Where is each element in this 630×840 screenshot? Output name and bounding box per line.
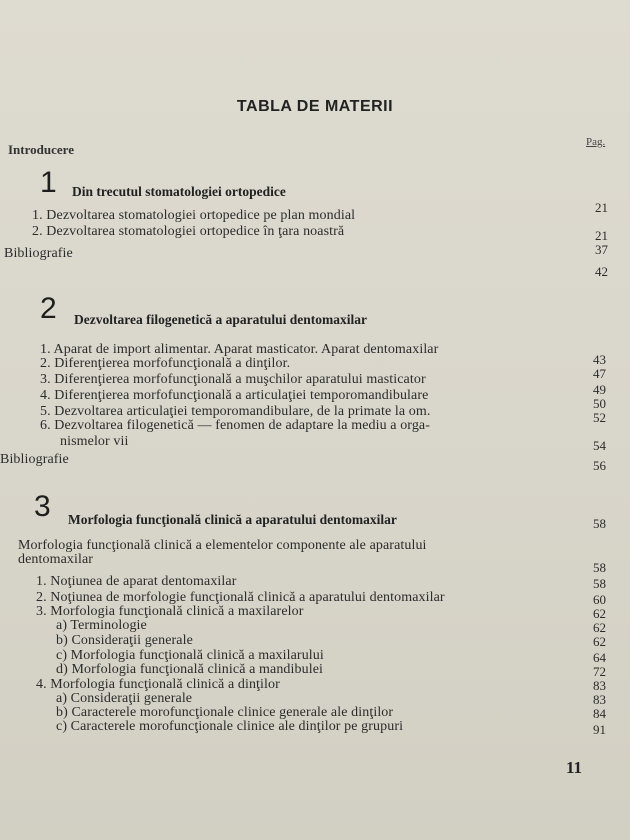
toc-entry-page: 83: [593, 692, 606, 707]
toc-entry-page: 60: [593, 592, 606, 607]
toc-subentry: b) Consideraţii generale: [56, 633, 193, 648]
toc-subentry: d) Morfologia funcţională clinică a mandibulei: [56, 662, 324, 677]
toc-entry: 5. Dezvoltarea articulaţiei temporomandibulare, de la primate la om.: [40, 404, 431, 419]
toc-entry-page: 84: [593, 706, 606, 721]
page-column-label: Pag.: [586, 136, 606, 148]
toc-section-continuation: dentomaxilar: [18, 552, 94, 567]
toc-entry-page: 47: [593, 366, 606, 381]
intro-label: Introducere: [8, 142, 74, 157]
toc-entry: 2. Noţiunea de morfologie funcţională clinică a aparatului dentomaxilar: [36, 590, 445, 605]
toc-subentry: b) Caracterele morofuncţionale clinice generale ale dinţilor: [56, 705, 394, 720]
toc-entry-page: 49: [593, 382, 606, 397]
toc-entry-page: 72: [593, 664, 606, 679]
toc-subentry: a) Terminologie: [56, 618, 147, 633]
page-title: TABLA DE MATERII: [236, 98, 394, 115]
toc-entry: 6. Dezvoltarea filogenetică — fenomen de adaptare la mediu a orga-: [40, 418, 430, 433]
toc-section-page: 58: [593, 560, 606, 575]
toc-entry-page: 50: [593, 396, 606, 411]
page-number: 11: [566, 758, 583, 777]
chapter-page: 21: [595, 200, 608, 215]
toc-entry: 3. Diferenţierea morfofuncţională a muşchilor aparatului masticator: [40, 372, 426, 387]
chapter-number: 2: [40, 292, 57, 325]
toc-entry-page: 58: [593, 576, 606, 591]
chapter-number: 3: [34, 490, 51, 523]
toc-entry: 2. Diferenţierea morfofuncţională a dinţilor.: [40, 356, 291, 371]
toc-entry: 3. Morfologia funcţională clinică a maxilarelor: [36, 604, 304, 619]
chapter-title: Din trecutul stomatologiei ortopedice: [72, 184, 286, 199]
toc-entry: 4. Morfologia funcţională clinică a dinţilor: [36, 677, 280, 692]
chapter-number: 1: [40, 166, 57, 199]
toc-subentry: c) Caracterele morofuncţionale clinice ale dinţilor pe grupuri: [56, 719, 404, 734]
toc-entry-page: 62: [593, 634, 606, 649]
toc-entry: 1. Aparat de import alimentar. Aparat masticator. Aparat dentomaxilar: [40, 342, 439, 357]
toc-entry-page: 62: [593, 606, 606, 621]
toc-subentry: c) Morfologia funcţională clinică a maxilarului: [56, 648, 324, 663]
bibliography-label: Bibliografie: [4, 246, 73, 261]
toc-entry: 4. Diferenţierea morfofuncţională a articulaţiei temporomandibulare: [40, 388, 429, 403]
toc-entry-page: 43: [593, 352, 606, 367]
toc-entry-page: 52: [593, 410, 606, 425]
toc-entry-continuation: nismelor vii: [60, 434, 129, 449]
chapter-title: Morfologia funcţională clinică a aparatului dentomaxilar: [68, 512, 397, 527]
toc-entry-page: 64: [593, 650, 606, 665]
bibliography-page: 56: [593, 458, 606, 473]
toc-section: Morfologia funcţională clinică a elementelor componente ale aparatului: [18, 538, 427, 553]
toc-entry: 1. Noţiunea de aparat dentomaxilar: [36, 574, 237, 589]
toc-entry: 1. Dezvoltarea stomatologiei ortopedice pe plan mondial: [32, 208, 356, 223]
toc-entry-page: 54: [593, 438, 606, 453]
chapter-title: Dezvoltarea filogenetică a aparatului dentomaxilar: [74, 312, 367, 327]
toc-entry-page: 83: [593, 678, 606, 693]
bibliography-page: 42: [595, 264, 608, 279]
chapter-page: 58: [593, 516, 606, 531]
toc-entry-page: 21: [595, 228, 608, 243]
toc-subentry: a) Consideraţii generale: [56, 691, 193, 706]
bibliography-label: Bibliografie: [0, 452, 69, 467]
toc-entry: 2. Dezvoltarea stomatologiei ortopedice în ţara noastră: [32, 224, 345, 239]
toc-entry-page: 62: [593, 620, 606, 635]
toc-entry-page: 91: [593, 722, 606, 737]
toc-entry-page: 37: [595, 242, 608, 257]
